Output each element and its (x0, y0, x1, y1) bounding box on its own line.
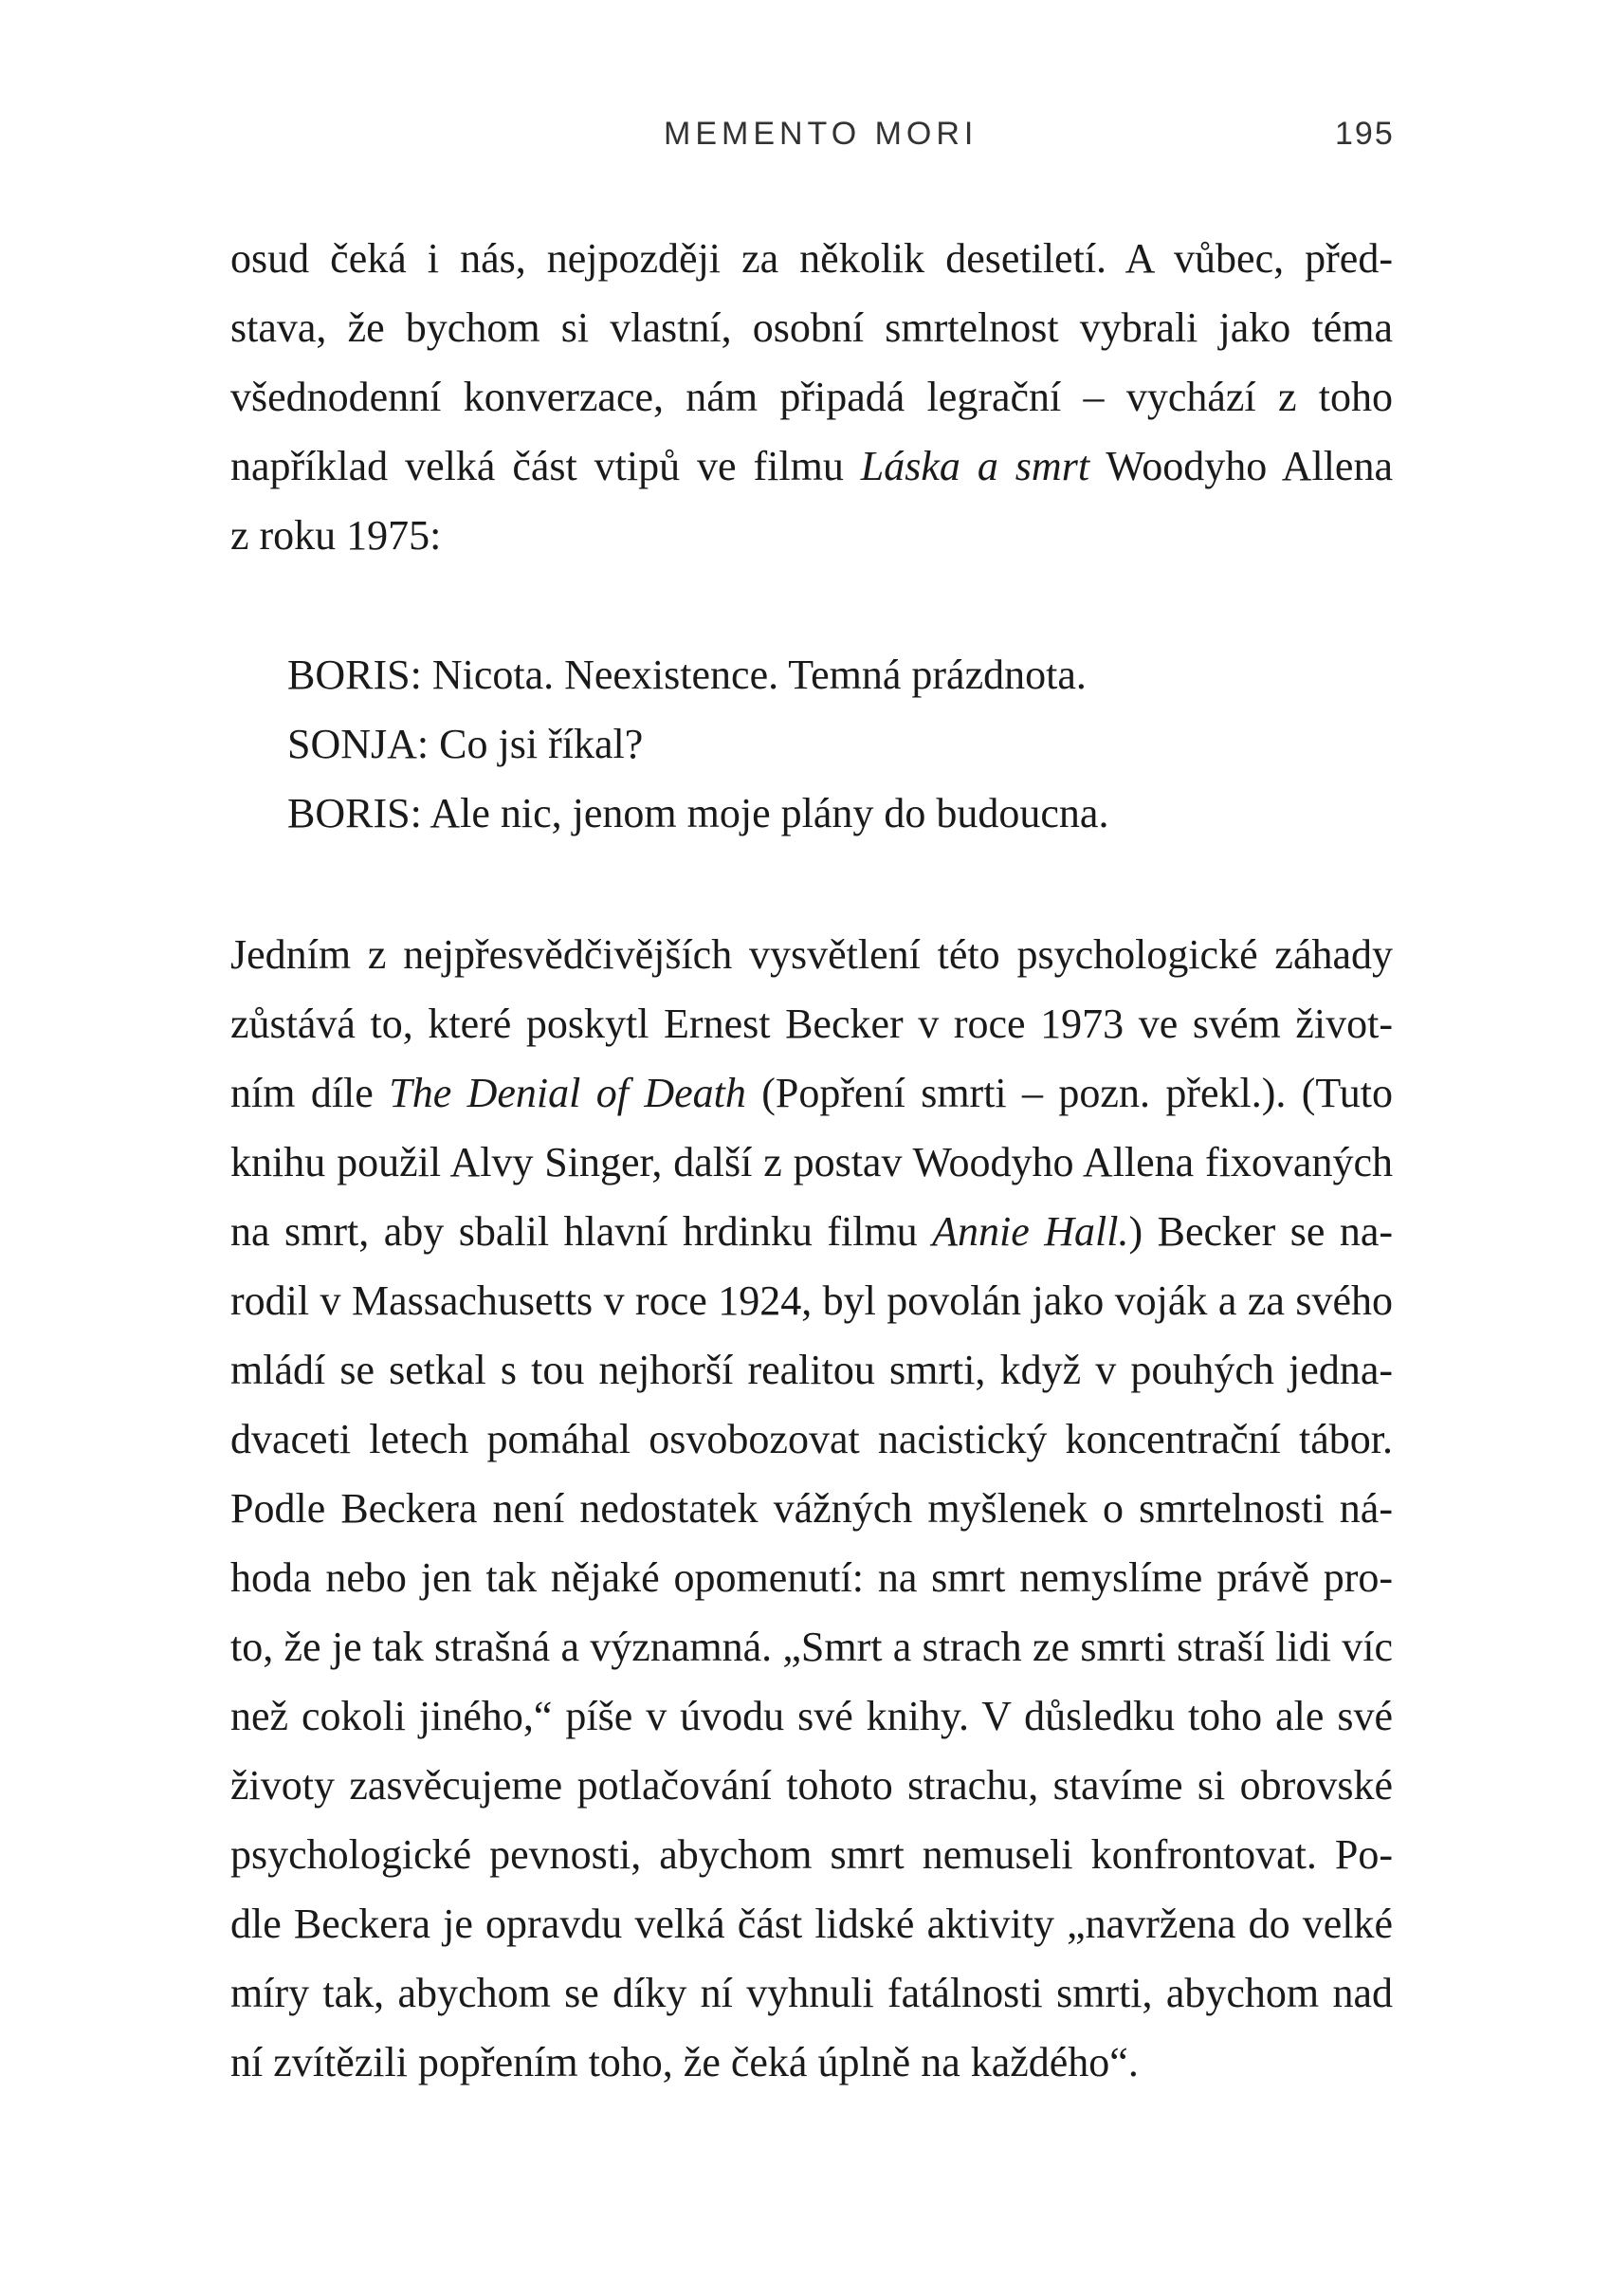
text-line: všednodenní konverzace, nám připadá legrační – vychází z toho (230, 374, 1393, 420)
quote-line-boris: BORIS: Nicota. Neexistence. Temná prázdnota. (287, 652, 1087, 698)
quote-line-sonja: SONJA: Co jsi říkal? (287, 721, 644, 767)
text-line: ní zvítězili popřením toho, že čeká úplně na každého“. (230, 2039, 1139, 2085)
text-run: Woodyho Allena (1089, 443, 1393, 489)
book-title-denial-of-death: The Denial of Death (389, 1070, 746, 1116)
text-run: (Popření smrti – pozn. překl.). (Tuto (745, 1070, 1393, 1116)
text-line (230, 432, 1393, 501)
text-line: dvaceti letech pomáhal osvobozovat nacistický koncentrační tábor. (230, 1416, 1393, 1462)
text-line: mládí se setkal s tou nejhorší realitou smrti, když v pouhých jedna- (230, 1347, 1393, 1393)
paragraph-1 (230, 224, 1393, 570)
text-run: na smrt, aby sbalil hlavní hrdinku filmu (230, 1208, 933, 1255)
text-line: z roku 1975: (230, 512, 442, 559)
text-run: ) Becker se na- (1128, 1208, 1394, 1255)
paragraph-2 (230, 920, 1393, 2097)
text-line: Podle Beckera není nedostatek vážných myšlenek o smrtelnosti ná- (230, 1485, 1393, 1532)
text-line: dle Beckera je opravdu velká část lidské aktivity „navržena do velké (230, 1901, 1393, 1947)
text-run: například velká část vtipů ve filmu (230, 443, 861, 489)
page-header (0, 116, 1609, 163)
quote-line-boris: BORIS: Ale nic, jenom moje plány do budoucna. (287, 790, 1109, 836)
text-line: Jedním z nejpřesvědčivějších vysvětlení této psychologické záhady (230, 931, 1393, 978)
text-run: ním díle (230, 1070, 390, 1116)
text-line: zůstává to, které poskytl Ernest Becker v roce 1973 ve svém život- (230, 1001, 1393, 1047)
text-line: míry tak, abychom se díky ní vyhnuli fatálnosti smrti, abychom nad (230, 1970, 1393, 2016)
film-title-annie-hall: Annie Hall. (932, 1208, 1129, 1255)
body-text (230, 224, 1393, 2097)
page-number: 195 (1335, 116, 1395, 152)
text-line: hoda nebo jen tak nějaké opomenutí: na smrt nemyslíme právě pro- (230, 1554, 1393, 1601)
text-line: to, že je tak strašná a významná. „Smrt a strach ze smrti straší lidi víc (230, 1624, 1393, 1670)
text-line: stava, že bychom si vlastní, osobní smrtelnost vybrali jako téma (230, 304, 1393, 351)
film-title-laska-a-smrt: Láska a smrt (860, 443, 1090, 489)
dialogue-quote (287, 640, 1393, 848)
text-line: než cokoli jiného,“ píše v úvodu své knihy. V důsledku toho ale své (230, 1693, 1393, 1739)
text-line: rodil v Massachusetts v roce 1924, byl povolán jako voják a za svého (230, 1277, 1393, 1324)
text-line: osud čeká i nás, nejpozději za několik desetiletí. A vůbec, před- (230, 235, 1393, 282)
text-line (230, 1058, 1393, 1128)
text-line: životy zasvěcujeme potlačování tohoto strachu, stavíme si obrovské (230, 1762, 1393, 1809)
text-line: knihu použil Alvy Singer, další z postav Woodyho Allena fixovaných (230, 1139, 1393, 1185)
text-line: psychologické pevnosti, abychom smrt nemuseli konfrontovat. Po- (230, 1831, 1393, 1878)
running-title: MEMENTO MORI (664, 116, 978, 152)
text-line (230, 1197, 1393, 1266)
